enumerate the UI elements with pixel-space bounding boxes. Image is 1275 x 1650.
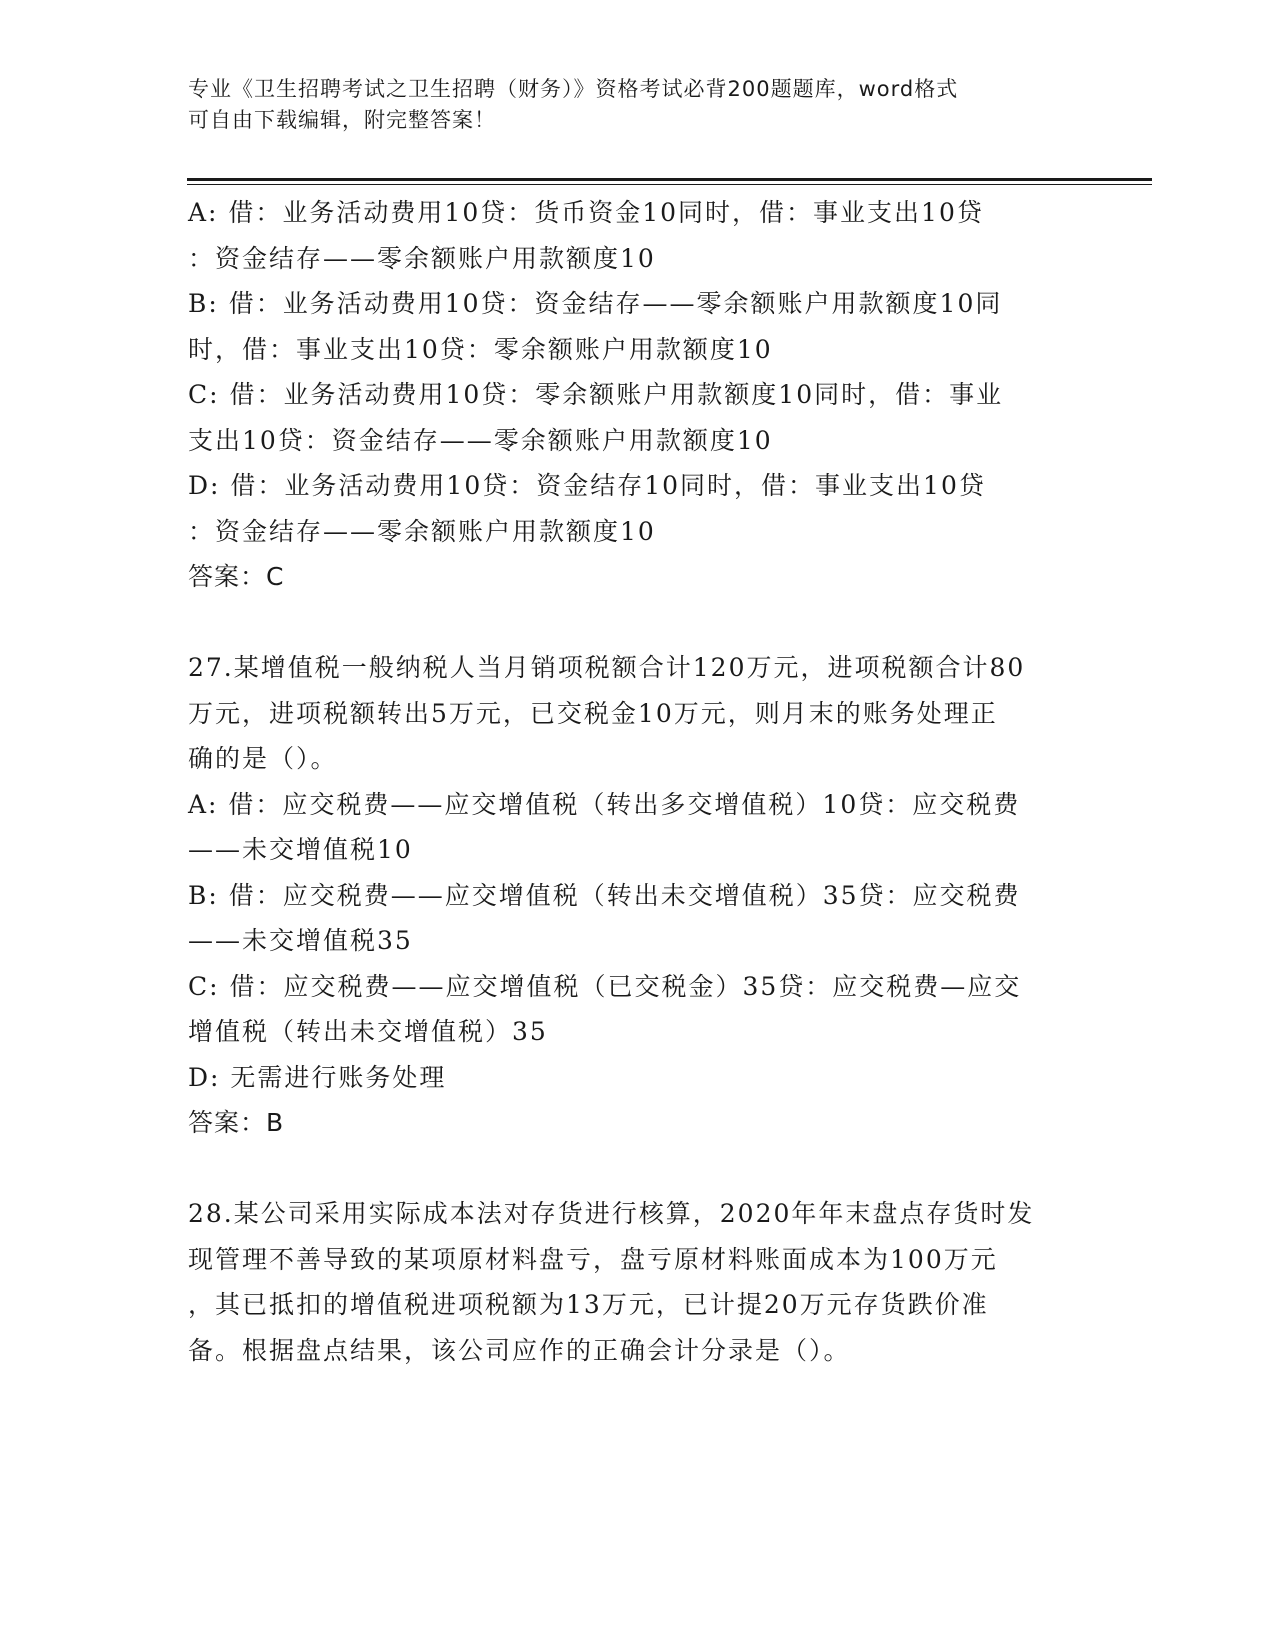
option-a-line-2: ：资金结存——零余额账户用款额度10 (188, 243, 656, 273)
option-a-line-1: A: 借：业务活动费用10贷：货币资金10同时，借：事业支出10贷 (188, 198, 984, 227)
option-b-line-1: B: 借：应交税费——应交增值税（转出未交增值税）35贷：应交税费 (188, 880, 1021, 910)
option-a-line-2: ——未交增值税10 (188, 835, 413, 864)
header-title-line-2: 可自由下载编辑，附完整答案！ (188, 108, 496, 132)
option-c-line-1: C: 借：业务活动费用10贷：零余额账户用款额度10同时，借：事业 (188, 380, 1004, 409)
question-27-stem-line-1: 27.某增值税一般纳税人当月销项税额合计120万元，进项税额合计80 (188, 653, 1026, 682)
option-d-line-1: D: 借：业务活动费用10贷：资金结存10同时，借：事业支出10贷 (188, 471, 986, 500)
question-27 (188, 645, 1088, 1146)
question-28-stem-line-4: 备。根据盘点结果，该公司应作的正确会计分录是（）。 (188, 1335, 851, 1365)
question-28-stem-line-3: ，其已抵扣的增值税进项税额为13万元，已计提20万元存货跌价准 (188, 1290, 989, 1319)
paragraph-gap (188, 1146, 1088, 1192)
header-title-line-1: 专业《卫生招聘考试之卫生招聘（财务）》资格考试必背200题题库，word格式 (188, 77, 959, 101)
option-c-line-2: 支出10贷：资金结存——零余额账户用款额度10 (188, 425, 773, 455)
option-a-line-1: A: 借：应交税费——应交增值税（转出多交增值税）10贷：应交税费 (188, 789, 1021, 819)
question-content (188, 190, 1088, 1373)
option-b-line-2: 时，借：事业支出10贷：零余额账户用款额度10 (188, 334, 773, 364)
option-b-line-2: ——未交增值税35 (188, 926, 413, 955)
option-c-line-2: 增值税（转出未交增值税）35 (188, 1017, 548, 1046)
option-d-line-1: D: 无需进行账务处理 (188, 1062, 447, 1092)
question-28-stem-line-1: 28.某公司采用实际成本法对存货进行核算，2020年年末盘点存货时发 (188, 1199, 1035, 1228)
paragraph-gap (188, 600, 1088, 646)
document-header (188, 74, 1088, 136)
header-divider-thin (187, 184, 1152, 185)
header-divider-thick (187, 178, 1152, 181)
question-27-stem-line-2: 万元，进项税额转出5万元，已交税金10万元，则月末的账务处理正 (188, 698, 998, 728)
question-26-options (188, 190, 1088, 600)
question-28-stem-line-2: 现管理不善导致的某项原材料盘亏，盘亏原材料账面成本为100万元 (188, 1244, 998, 1274)
option-d-line-2: ：资金结存——零余额账户用款额度10 (188, 516, 656, 546)
answer-26: 答案：C (188, 562, 285, 591)
option-b-line-1: B: 借：业务活动费用10贷：资金结存——零余额账户用款额度10同 (188, 289, 1003, 318)
question-27-stem-line-3: 确的是（）。 (188, 744, 338, 773)
answer-27: 答案：B (188, 1108, 285, 1137)
option-c-line-1: C: 借：应交税费——应交增值税（已交税金）35贷：应交税费—应交 (188, 971, 1022, 1001)
question-28 (188, 1191, 1088, 1373)
